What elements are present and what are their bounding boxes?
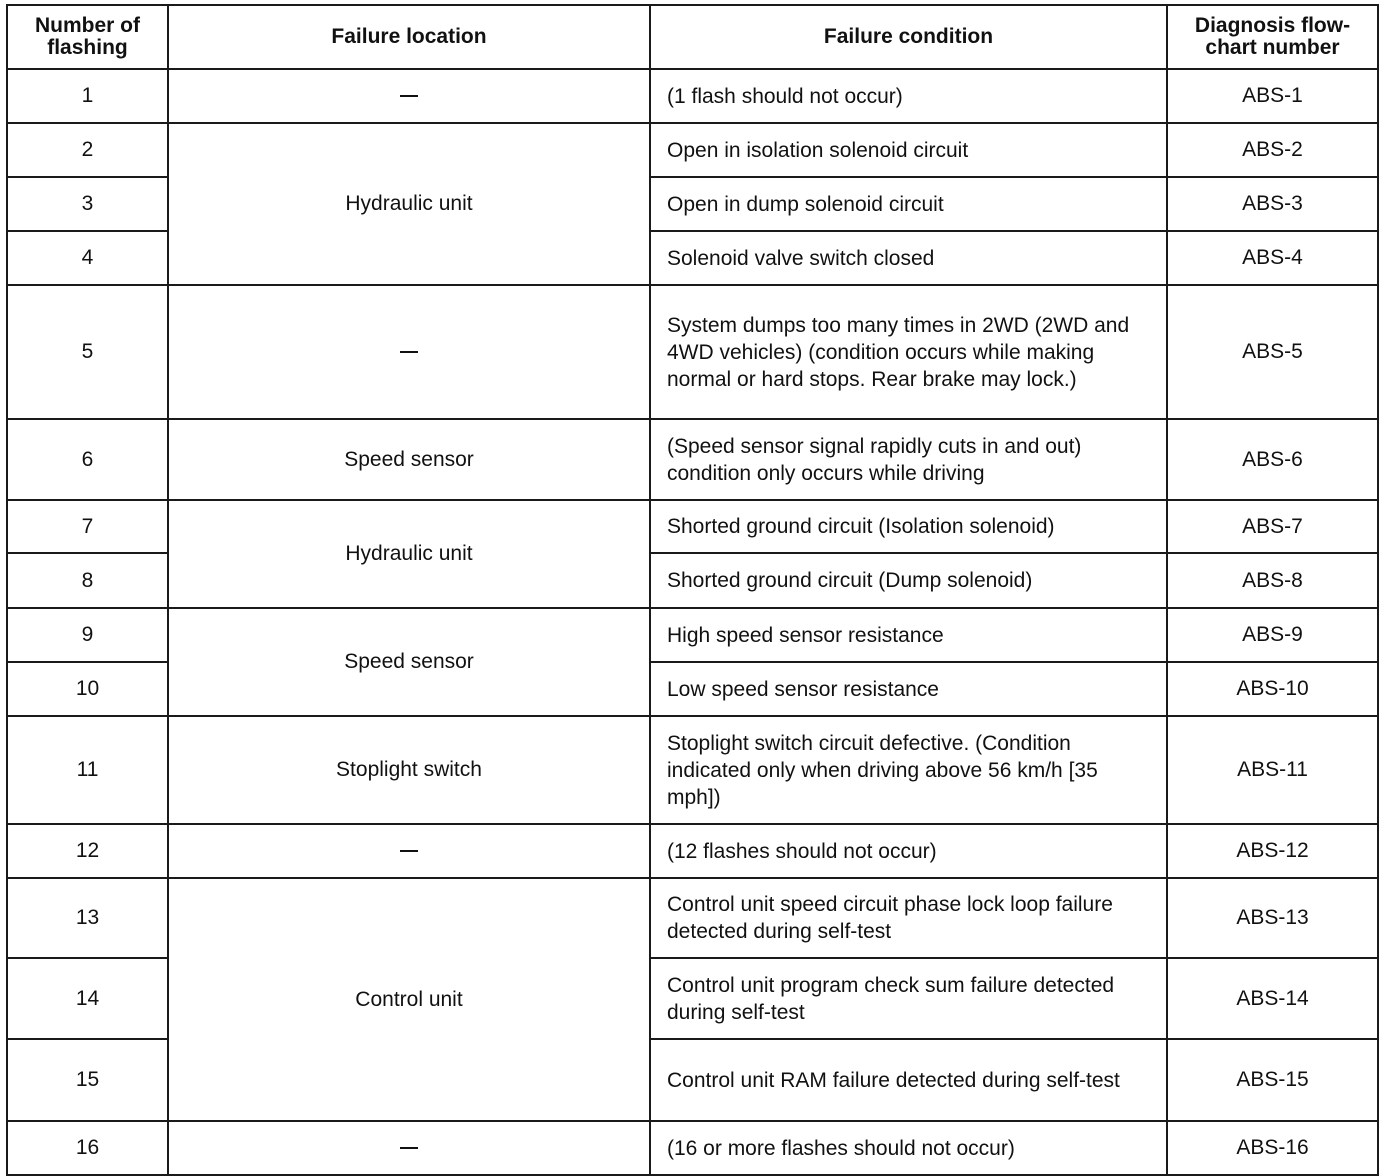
flash-count: 13 <box>7 878 168 958</box>
failure-condition: Shorted ground circuit (Dump solenoid) <box>650 553 1167 608</box>
dash-mark <box>400 850 418 852</box>
flash-count: 16 <box>7 1121 168 1175</box>
failure-location <box>168 824 650 878</box>
table-row <box>7 1121 1378 1175</box>
flash-count: 12 <box>7 824 168 878</box>
failure-condition: (12 flashes should not occur) <box>650 824 1167 878</box>
table-row <box>7 419 1378 500</box>
flowchart-code: ABS-16 <box>1167 1121 1378 1175</box>
header-condition: Failure condition <box>650 5 1167 69</box>
failure-condition: Shorted ground circuit (Isolation solenoid) <box>650 500 1167 553</box>
failure-condition: Control unit program check sum failure detected during self-test <box>650 958 1167 1039</box>
table-row <box>7 716 1378 824</box>
flash-count: 1 <box>7 69 168 123</box>
flowchart-code: ABS-6 <box>1167 419 1378 500</box>
table-row <box>7 285 1378 419</box>
failure-condition: High speed sensor resistance <box>650 608 1167 662</box>
failure-location: Hydraulic unit <box>168 500 650 608</box>
table-row <box>7 824 1378 878</box>
failure-location <box>168 285 650 419</box>
header-flashing-text: Number of flashing <box>35 14 140 59</box>
failure-condition: System dumps too many times in 2WD (2WD and 4WD vehicles) (condition occurs while making normal or hard stops. Rear brake may lock.) <box>650 285 1167 419</box>
failure-condition: Low speed sensor resistance <box>650 662 1167 716</box>
failure-location: Stoplight switch <box>168 716 650 824</box>
table-row <box>7 878 1378 958</box>
table-row <box>7 69 1378 123</box>
flowchart-code: ABS-15 <box>1167 1039 1378 1121</box>
flowchart-code: ABS-3 <box>1167 177 1378 231</box>
flowchart-code: ABS-11 <box>1167 716 1378 824</box>
failure-condition: Open in dump solenoid circuit <box>650 177 1167 231</box>
flowchart-code: ABS-12 <box>1167 824 1378 878</box>
flash-count: 11 <box>7 716 168 824</box>
flash-count: 8 <box>7 553 168 608</box>
failure-location <box>168 69 650 123</box>
failure-condition: (Speed sensor signal rapidly cuts in and out) condition only occurs while driving <box>650 419 1167 500</box>
header-flashing <box>7 5 168 69</box>
table-row <box>7 608 1378 662</box>
failure-condition: Solenoid valve switch closed <box>650 231 1167 285</box>
dash-mark <box>400 95 418 97</box>
failure-location: Speed sensor <box>168 419 650 500</box>
failure-condition: Control unit RAM failure detected during self-test <box>650 1039 1167 1121</box>
failure-location: Hydraulic unit <box>168 123 650 285</box>
flowchart-code: ABS-14 <box>1167 958 1378 1039</box>
flash-count: 4 <box>7 231 168 285</box>
table-row <box>7 123 1378 177</box>
failure-location: Control unit <box>168 878 650 1121</box>
flowchart-code: ABS-2 <box>1167 123 1378 177</box>
failure-condition: Open in isolation solenoid circuit <box>650 123 1167 177</box>
header-location: Failure location <box>168 5 650 69</box>
flowchart-code: ABS-7 <box>1167 500 1378 553</box>
flowchart-code: ABS-4 <box>1167 231 1378 285</box>
flowchart-code: ABS-13 <box>1167 878 1378 958</box>
dash-mark <box>400 351 418 353</box>
flowchart-code: ABS-5 <box>1167 285 1378 419</box>
flowchart-code: ABS-10 <box>1167 662 1378 716</box>
flash-count: 9 <box>7 608 168 662</box>
dash-mark <box>400 1147 418 1149</box>
flowchart-code: ABS-1 <box>1167 69 1378 123</box>
header-flowchart-text: Diagnosis flow-chart number <box>1194 14 1351 59</box>
failure-condition: Stoplight switch circuit defective. (Condition indicated only when driving above 56 km/h [35 mph]) <box>650 716 1167 824</box>
failure-location <box>168 1121 650 1175</box>
flash-count: 10 <box>7 662 168 716</box>
flowchart-code: ABS-9 <box>1167 608 1378 662</box>
header-row <box>7 5 1378 69</box>
flash-count: 2 <box>7 123 168 177</box>
failure-location: Speed sensor <box>168 608 650 716</box>
header-flowchart <box>1167 5 1378 69</box>
flash-count: 6 <box>7 419 168 500</box>
failure-condition: Control unit speed circuit phase lock loop failure detected during self-test <box>650 878 1167 958</box>
flash-count: 5 <box>7 285 168 419</box>
abs-code-table <box>6 4 1379 1176</box>
flowchart-code: ABS-8 <box>1167 553 1378 608</box>
failure-condition: (16 or more flashes should not occur) <box>650 1121 1167 1175</box>
table-row <box>7 500 1378 553</box>
flash-count: 14 <box>7 958 168 1039</box>
flash-count: 7 <box>7 500 168 553</box>
flash-count: 15 <box>7 1039 168 1121</box>
failure-condition: (1 flash should not occur) <box>650 69 1167 123</box>
flash-count: 3 <box>7 177 168 231</box>
